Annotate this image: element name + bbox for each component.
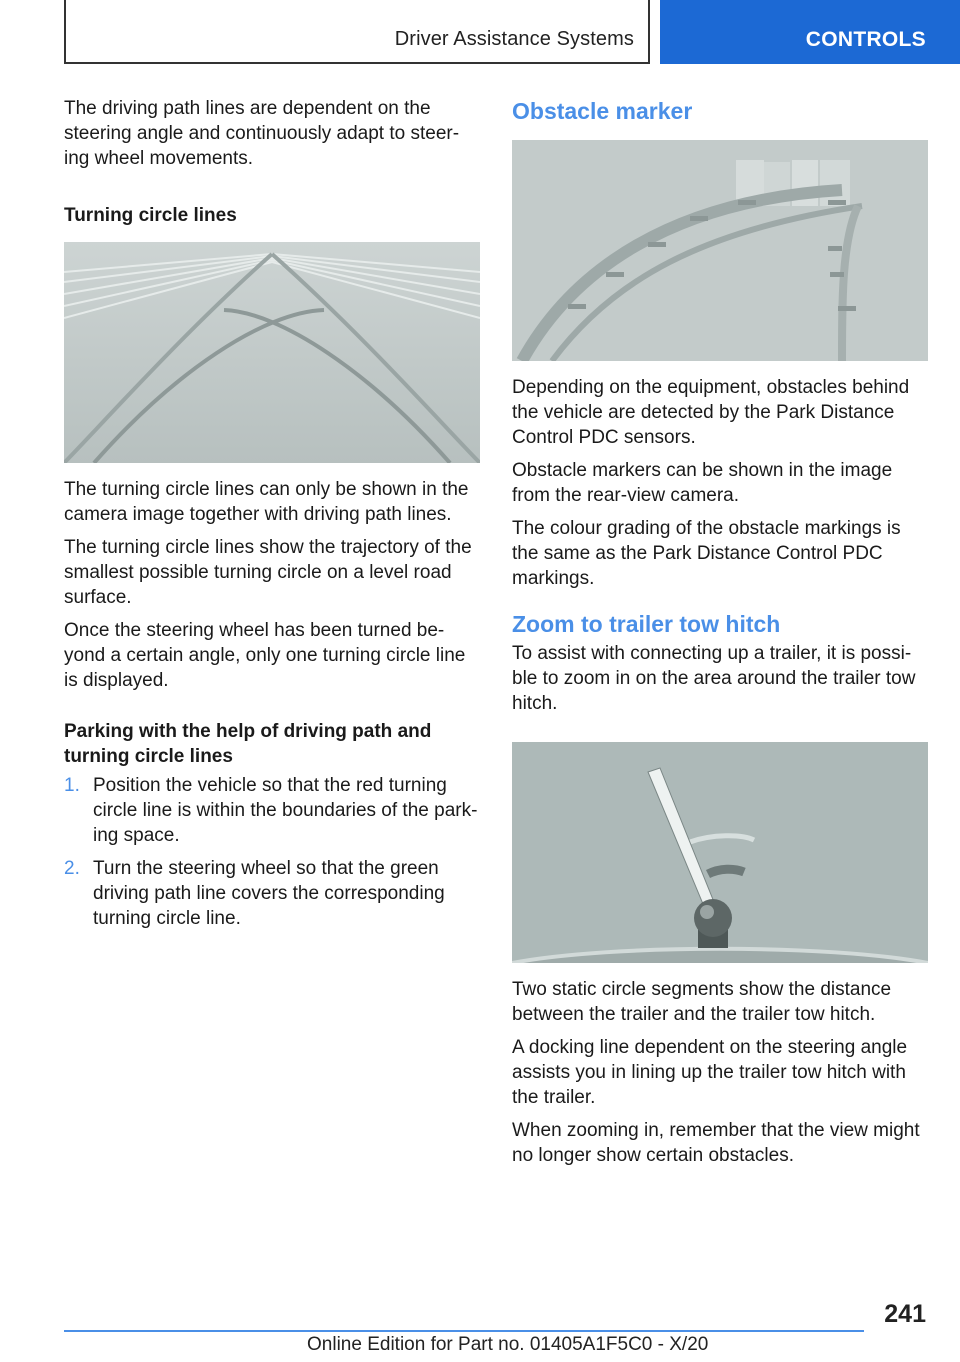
zoom-trailer-heading: Zoom to trailer tow hitch	[512, 611, 781, 637]
obstacle-marker-illustration	[512, 140, 928, 361]
footer-edition-text: Online Edition for Part no. 01405A1F5C0 - X/20	[307, 1334, 709, 1355]
intro-paragraph: The driving path lines are dependent on the steering angle and continuously adapt to steer-ing wheel movements.	[64, 98, 460, 169]
section-title: Driver Assistance Systems	[394, 28, 634, 50]
obstacle-paragraph-3: The colour grading of the obstacle markings is the same as the Park Distance Control PDC markings.	[512, 518, 901, 589]
header-chapter-tab[interactable]	[660, 0, 960, 64]
parking-heading: Parking with the help of driving path and turning circle lines	[64, 721, 432, 767]
step-text: Position the vehicle so that the red turning circle line is within the boundaries of the park-ing space.	[93, 775, 478, 846]
left-column	[64, 96, 480, 939]
turning-paragraph-3: Once the steering wheel has been turned be-yond a certain angle, only one turning circle line is displayed.	[64, 620, 466, 691]
trailer-hitch-zoom-illustration	[512, 742, 928, 963]
step-text: Turn the steering wheel so that the green driving path line covers the corresponding turning circle line.	[93, 858, 445, 929]
zoom-paragraph-1: To assist with connecting up a trailer, it is possi-ble to zoom in on the area around the trailer tow hitch.	[512, 643, 916, 714]
zoom-paragraph-4: When zooming in, remember that the view might no longer show certain obstacles.	[512, 1120, 920, 1166]
obstacle-paragraph-1: Depending on the equipment, obstacles behind the vehicle are detected by the Park Distance Control PDC sensors.	[512, 377, 910, 448]
footer-divider	[64, 1330, 864, 1332]
obstacle-paragraph-2: Obstacle markers can be shown in the image from the rear-view camera.	[512, 460, 893, 506]
zoom-paragraph-2: Two static circle segments show the distance between the trailer and the trailer tow hitch.	[512, 979, 892, 1025]
header-section-title-box	[64, 0, 650, 64]
parking-steps-list	[64, 773, 480, 931]
turning-paragraph-2: The turning circle lines show the trajectory of the smallest possible turning circle on a level road surface.	[64, 537, 472, 608]
turning-circle-heading: Turning circle lines	[64, 205, 237, 226]
obstacle-marker-heading: Obstacle marker	[512, 98, 693, 124]
turning-circle-lines-illustration	[64, 242, 480, 463]
step-number: 1.	[64, 775, 80, 796]
right-column	[512, 96, 928, 1176]
zoom-paragraph-3: A docking line dependent on the steering angle assists you in lining up the trailer tow hitch with the trailer.	[512, 1037, 908, 1108]
chapter-title: CONTROLS	[805, 28, 926, 51]
page-number: 241	[884, 1300, 926, 1328]
list-item	[64, 773, 480, 848]
turning-paragraph-1: The turning circle lines can only be shown in the camera image together with driving path lines.	[64, 479, 469, 525]
list-item	[64, 856, 480, 931]
step-number: 2.	[64, 858, 80, 879]
